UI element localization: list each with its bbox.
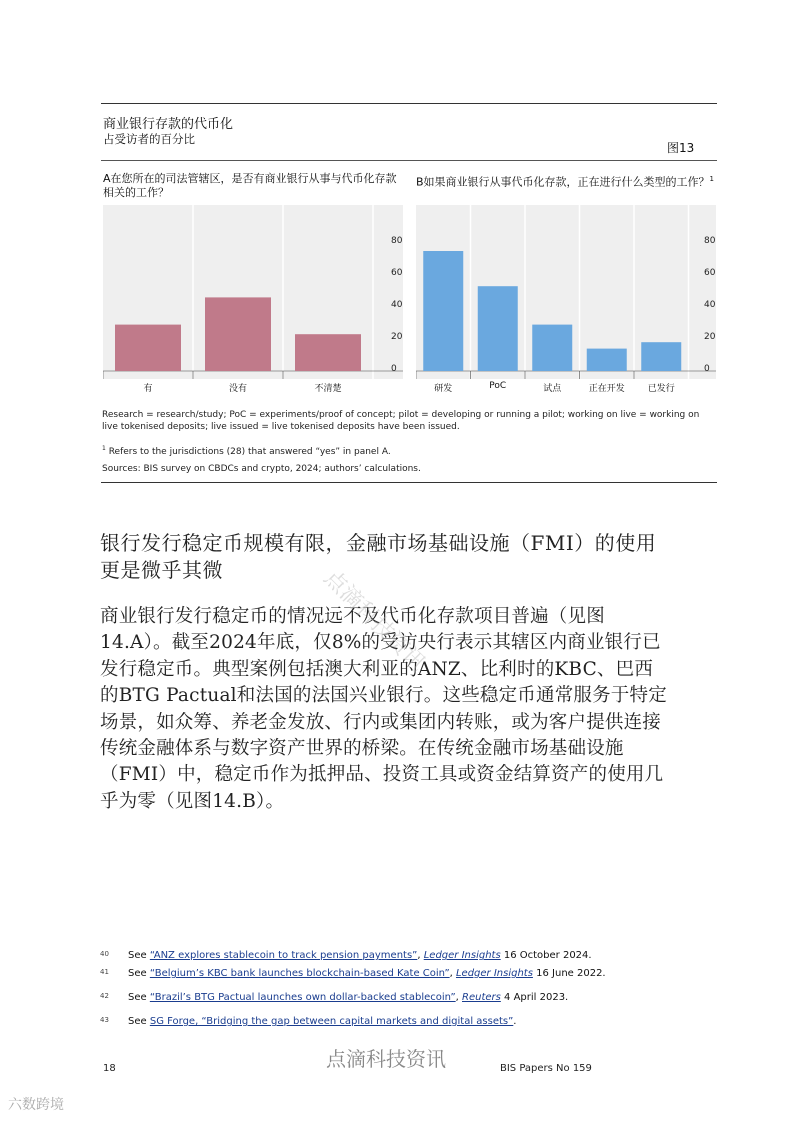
bar-1 [478, 286, 518, 371]
footnote-42-source[interactable]: Reuters [462, 992, 501, 1003]
footnote-41-link[interactable]: “Belgium’s KBC bank launches blockchain-based Kate Coin” [149, 968, 450, 979]
footnote-42-link[interactable]: “Brazil’s BTG Pactual launches own dollar-backed stablecoin” [149, 992, 456, 1003]
y-tick-label: 60 [704, 268, 716, 278]
x-category-label: 没有 [228, 384, 247, 394]
figure-title: 商业银行存款的代币化 [103, 117, 234, 132]
y-tick-label: 0 [704, 364, 710, 374]
panel-b-footnote-marker: 1 [709, 175, 715, 183]
y-tick-label: 20 [391, 332, 403, 342]
y-tick-label: 40 [391, 300, 403, 310]
figure-header-rule [101, 160, 717, 161]
panel-a-chart [103, 205, 403, 379]
figure-footnote: $^1$ Refers to the jurisdictions (28) that answered “yes” in panel A. [102, 445, 391, 457]
bar-0 [423, 251, 463, 371]
figure-notes: Research = research/study; PoC = experiments/proof of concept; pilot = developing or running a pilot; working on live = working on live tokenised deposits; live issued = live tokenised deposits have been issued. [102, 410, 700, 432]
figure-sources: Sources: BIS survey on CBDCs and crypto, 2024; authors’ calculations. [102, 464, 421, 474]
figure-top-rule [101, 103, 717, 104]
page-number: 18 [103, 1063, 116, 1074]
y-tick-label: 80 [391, 236, 403, 246]
x-category-label: 研发 [434, 384, 453, 394]
bar-4 [641, 342, 681, 371]
watermark: 点滴科技资讯 [318, 565, 430, 677]
footnote-40: 40 See “ANZ explores stablecoin to track pension payments”, Ledger Insights 16 October 2024. [100, 950, 592, 961]
y-tick-label: 40 [704, 300, 716, 310]
x-category-label: 有 [143, 384, 153, 394]
y-tick-label: 60 [391, 268, 403, 278]
body-paragraph: 商业银行发行稳定币的情况远不及代币化存款项目普遍（见图14.A）。截至2024年底，仅8%的受访央行表示其辖区内商业银行已发行稳定币。典型案例包括澳大利亚的ANZ、比利时的KBC、巴西的BTG Pactual和法国的法国兴业银行。这些稳定币通常服务于特定场景，如众筹、养老金发放、行内或集团内转账，或为客户提供连接传统金融体系与数字资产世界的桥梁。在传统金融市场基础设施（FMI）中，稳定币作为抵押品、投资工具或资金结算资产的使用几乎为零（见图14.B）。 [100, 606, 667, 812]
y-tick-label: 0 [391, 364, 397, 374]
footnote-41-source[interactable]: Ledger Insights [455, 968, 533, 979]
panel-a-plot [103, 205, 403, 379]
y-tick-label: 80 [704, 236, 716, 246]
publication-name: BIS Papers No 159 [500, 1063, 592, 1074]
footnote-42: 42 See “Brazil’s BTG Pactual launches own dollar-backed stablecoin”, Reuters 4 April 2023. [100, 992, 569, 1003]
figure-subtitle: 占受访者的百分比 [103, 132, 195, 146]
bar-0 [115, 325, 181, 371]
panel-a-title: A在您所在的司法管辖区，是否有商业银行从事与代币化存款相关的工作？ [103, 172, 397, 199]
bar-2 [532, 325, 572, 371]
panel-b-plot [416, 205, 716, 379]
x-category-label: 已发行 [647, 384, 675, 394]
footnote-43: 43 See SG Forge, “Bridging the gap between capital markets and digital assets”. [100, 1016, 517, 1027]
footer-brand: 点滴科技资讯 [326, 1047, 446, 1071]
corner-logo: 六数跨境 [8, 1097, 64, 1113]
x-category-label: 正在开发 [588, 384, 625, 394]
figure-bottom-rule [101, 482, 717, 483]
footnote-40-link[interactable]: “ANZ explores stablecoin to track pension payments” [149, 950, 418, 961]
y-tick-label: 20 [704, 332, 716, 342]
panel-b-chart [416, 205, 716, 379]
bar-3 [587, 349, 627, 371]
panel-b-title: B如果商业银行从事代币化存款，正在进行什么类型的工作？$^1$ [416, 175, 715, 189]
footnote-41: 41 See “Belgium’s KBC bank launches blockchain-based Kate Coin”, Ledger Insights 16 June 2022. [100, 968, 606, 979]
bar-2 [295, 334, 361, 371]
x-category-label: 试点 [543, 384, 562, 394]
bar-1 [205, 297, 271, 371]
x-category-label: PoC [489, 381, 507, 391]
footnote-43-link[interactable]: SG Forge, “Bridging the gap between capital markets and digital assets” [149, 1016, 514, 1027]
figure-number: 图13 [667, 141, 695, 155]
footnote-40-source[interactable]: Ledger Insights [423, 950, 501, 961]
section-heading: 银行发行稳定币规模有限，金融市场基础设施（FMI）的使用更是微乎其微 [100, 531, 657, 582]
x-category-label: 不清楚 [314, 384, 342, 394]
